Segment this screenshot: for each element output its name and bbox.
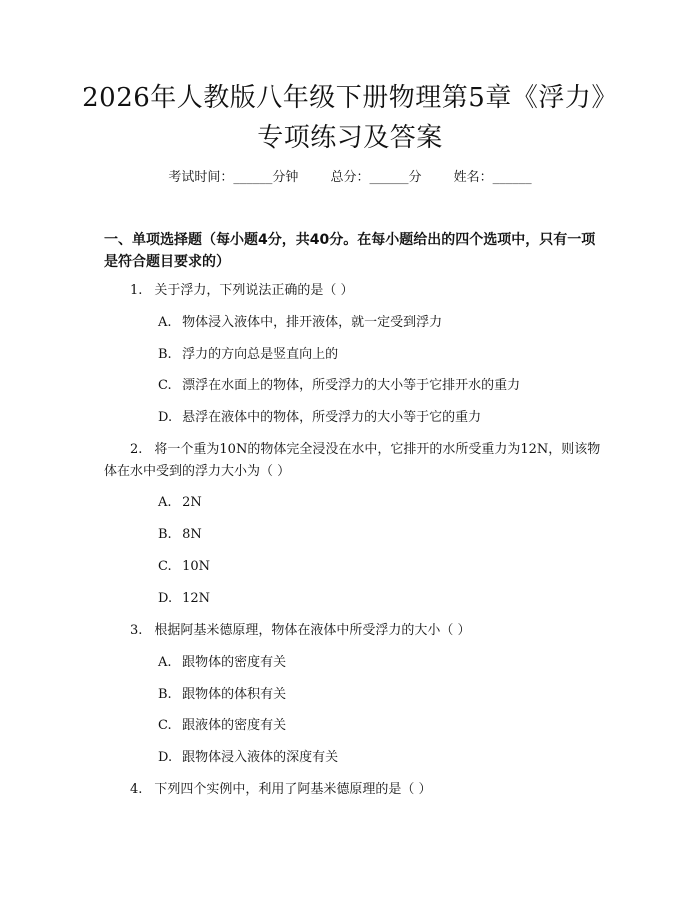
student-name-field: 姓名：______ xyxy=(453,170,532,185)
question-2-option-b xyxy=(158,525,202,545)
question-text: 将一个重为10N的物体完全浸没在水中，它排开的水所受重力为12N，则该物体在水中受到的浮力大小为（ ） xyxy=(104,442,601,479)
option-text: 物体浸入液体中，排开液体，就一定受到浮力 xyxy=(182,315,443,330)
question-number: 3. xyxy=(130,623,143,638)
option-letter: B. xyxy=(158,687,172,702)
question-text: 下列四个实例中，利用了阿基米德原理的是（ ） xyxy=(154,782,432,797)
option-letter: D. xyxy=(158,750,173,765)
option-text: 悬浮在液体中的物体，所受浮力的大小等于它的重力 xyxy=(182,410,482,425)
question-2-option-a xyxy=(158,493,202,513)
section-heading: 一、单项选择题（每小题4分，共40分。在每小题给出的四个选项中，只有一项是符合题目要求的） xyxy=(104,232,596,270)
question-1-option-c xyxy=(158,376,520,396)
option-text: 跟物体浸入液体的深度有关 xyxy=(182,750,339,765)
question-2-option-c xyxy=(158,557,210,577)
document-title: 2026年人教版八年级下册物理第5章《浮力》专项练习及答案 xyxy=(82,83,618,153)
question-2-option-d xyxy=(158,589,210,609)
option-text: 浮力的方向总是竖直向上的 xyxy=(182,347,339,362)
option-letter: B. xyxy=(158,527,172,542)
exam-time-field: 考试时间：______分钟 xyxy=(168,170,299,185)
option-text: 10N xyxy=(182,559,211,574)
option-letter: C. xyxy=(158,559,172,574)
option-text: 跟液体的密度有关 xyxy=(182,718,287,733)
option-text: 12N xyxy=(182,591,211,606)
question-3-option-b xyxy=(158,685,286,705)
question-3-option-a xyxy=(158,653,286,673)
question-2 xyxy=(104,439,604,483)
question-3-option-c xyxy=(158,716,286,736)
option-letter: B. xyxy=(158,347,172,362)
question-number: 2. xyxy=(130,442,143,457)
option-text: 2N xyxy=(182,495,202,510)
option-text: 跟物体的密度有关 xyxy=(182,655,287,670)
option-letter: C. xyxy=(158,378,172,393)
exam-meta xyxy=(0,168,700,188)
question-4 xyxy=(104,779,604,801)
option-letter: D. xyxy=(158,410,173,425)
total-score-field: 总分：______分 xyxy=(330,170,422,185)
question-1 xyxy=(104,280,604,302)
option-text: 漂浮在水面上的物体，所受浮力的大小等于它排开水的重力 xyxy=(182,378,521,393)
question-text: 根据阿基米德原理，物体在液体中所受浮力的大小（ ） xyxy=(154,623,471,638)
question-3-option-d xyxy=(158,748,338,768)
question-1-option-b xyxy=(158,345,338,365)
option-letter: A. xyxy=(158,495,172,510)
question-3 xyxy=(104,620,604,642)
option-letter: A. xyxy=(158,655,172,670)
option-letter: A. xyxy=(158,315,172,330)
option-text: 跟物体的体积有关 xyxy=(182,687,287,702)
option-letter: D. xyxy=(158,591,173,606)
question-text: 关于浮力，下列说法正确的是（ ） xyxy=(154,283,354,298)
question-number: 1. xyxy=(130,283,143,298)
question-number: 4. xyxy=(130,782,143,797)
option-letter: C. xyxy=(158,718,172,733)
question-1-option-d xyxy=(158,408,481,428)
option-text: 8N xyxy=(182,527,202,542)
question-1-option-a xyxy=(158,313,442,333)
